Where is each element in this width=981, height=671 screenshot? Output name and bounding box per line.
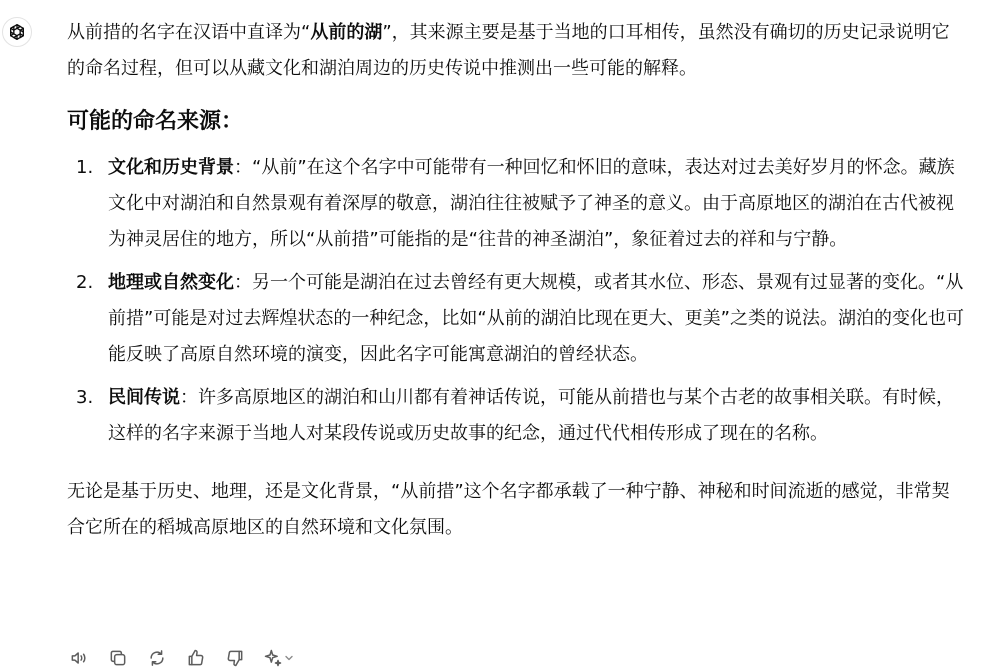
regenerate-icon [147, 648, 167, 668]
list-item-text: ：另一个可能是湖泊在过去曾经有更大规模，或者其水位、形态、景观有过显著的变化。“从前措”可能是对过去辉煌状态的一种纪念，比如“从前的湖泊比现在更大、更美”之类的说法。湖泊的变化也可能反映了高原自然环境的演变，因此名字可能寓意湖泊的曾经状态。 [108, 272, 964, 365]
list-item-number: 1. [76, 157, 94, 178]
read-aloud-button[interactable] [67, 646, 91, 670]
switch-model-button[interactable] [262, 646, 294, 670]
assistant-message [67, 15, 967, 546]
assistant-avatar [2, 17, 32, 47]
naming-sources-list [67, 150, 967, 452]
bad-response-button[interactable] [223, 646, 247, 670]
chevron-down-icon [284, 653, 294, 663]
openai-logo-icon [7, 22, 27, 42]
list-item [67, 150, 967, 258]
copy-button[interactable] [106, 646, 130, 670]
regenerate-button[interactable] [145, 646, 169, 670]
intro-text-start: 从前措的名字在汉语中直译为“ [67, 22, 311, 43]
good-response-button[interactable] [184, 646, 208, 670]
list-item [67, 265, 967, 373]
list-item [67, 380, 967, 452]
list-item-title: 文化和历史背景 [108, 157, 234, 178]
intro-paragraph [67, 15, 967, 87]
list-item-text: ：许多高原地区的湖泊和山川都有着神话传说，可能从前措也与某个古老的故事相关联。有时候，这样的名字来源于当地人对某段传说或历史故事的纪念，通过代代相传形成了现在的名称。 [108, 387, 954, 444]
list-item-title: 地理或自然变化 [108, 272, 234, 293]
list-item-number: 2. [76, 272, 94, 293]
intro-text-end: ”，其来源主要是基于当地的口耳相传，虽然没有确切的历史记录说明它的命名过程，但可以从藏文化和湖泊周边的历史传说中推测出一些可能的解释。 [67, 22, 950, 79]
thumbs-up-icon [186, 648, 206, 668]
list-item-number: 3. [76, 387, 94, 408]
intro-bold-name: 从前的湖 [310, 22, 383, 43]
thumbs-down-icon [225, 648, 245, 668]
list-item-title: 民间传说 [108, 387, 180, 408]
list-item-text: ：“从前”在这个名字中可能带有一种回忆和怀旧的意味，表达对过去美好岁月的怀念。藏族文化中对湖泊和自然景观有着深厚的敬意，湖泊往往被赋予了神圣的意义。由于高原地区的湖泊在古代被视为神灵居住的地方，所以“从前措”可能指的是“往昔的神圣湖泊”，象征着过去的祥和与宁静。 [108, 157, 955, 250]
copy-icon [108, 648, 128, 668]
section-heading: 可能的命名来源： [67, 109, 244, 134]
speaker-icon [69, 648, 89, 668]
message-actions [67, 646, 294, 670]
sparkle-model-icon [263, 648, 283, 668]
closing-paragraph: 无论是基于历史、地理，还是文化背景，“从前措”这个名字都承载了一种宁静、神秘和时间流逝的感觉，非常契合它所在的稻城高原地区的自然环境和文化氛围。 [67, 481, 950, 538]
